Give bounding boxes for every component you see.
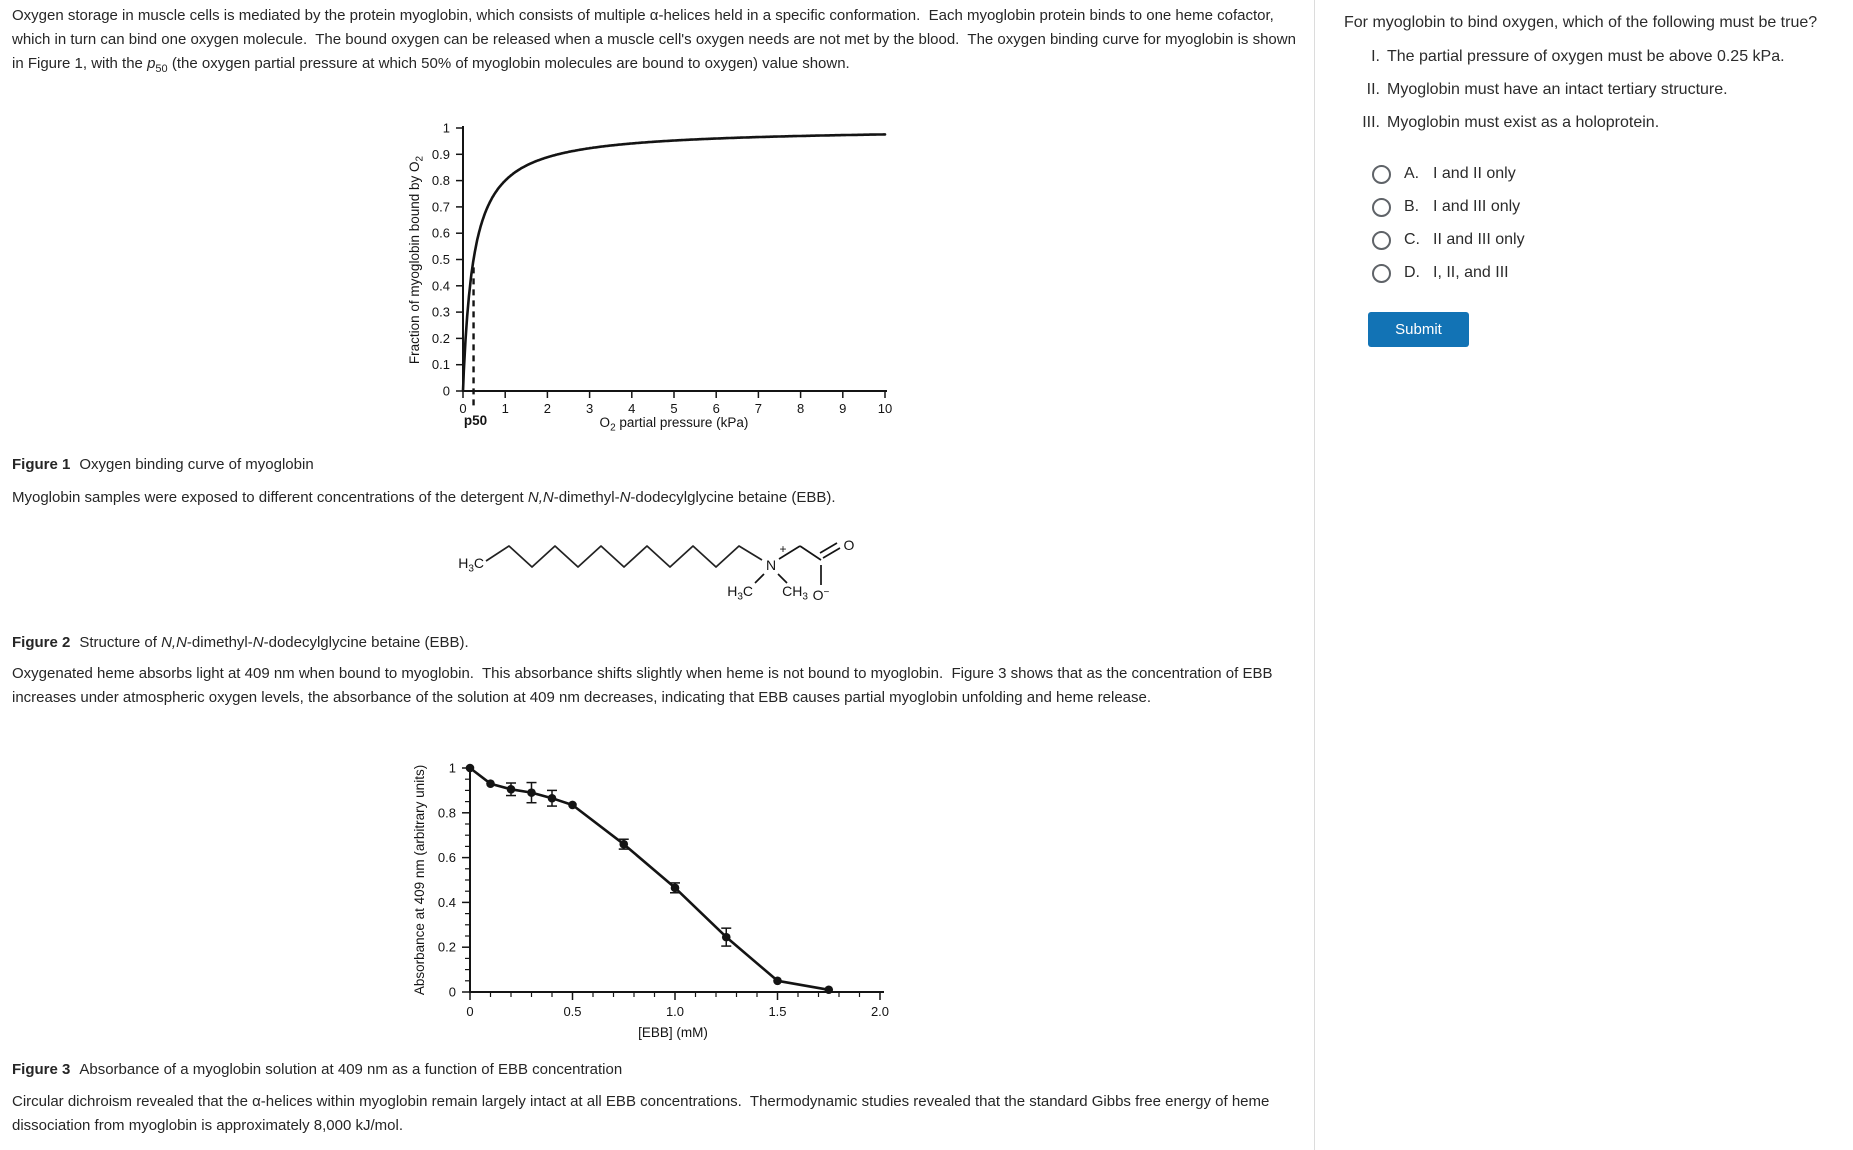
choice-d-text: I, II, and III bbox=[1433, 264, 1509, 281]
figure2-structure bbox=[430, 528, 875, 616]
svg-text:Absorbance at 409 nm (arbitrar: Absorbance at 409 nm (arbitrary units) bbox=[412, 764, 427, 996]
svg-text:0.2: 0.2 bbox=[431, 330, 450, 346]
svg-text:0.5: 0.5 bbox=[563, 1004, 582, 1019]
svg-text:10: 10 bbox=[877, 401, 893, 416]
choice-d-letter: D. bbox=[1404, 264, 1420, 281]
choice-c-radio[interactable] bbox=[1372, 231, 1391, 250]
choice-list bbox=[1372, 163, 1525, 295]
choice-c-text: II and III only bbox=[1433, 231, 1525, 248]
statement-3 bbox=[1344, 112, 1785, 134]
svg-text:7: 7 bbox=[754, 401, 763, 416]
svg-text:CH3: $CH_3$ bbox=[782, 583, 808, 603]
paragraph-1-text: Oxygen storage in muscle cells is mediated by the protein myoglobin, which consists of multiple α-helices held in a specific conformation. Each myoglobin protein binds to one heme cofactor, which in turn can bind one oxygen molecule. The bound oxygen can be released when a muscle cell's oxygen needs are not met by the blood. The oxygen binding curve for myoglobin is shown in Figure 1, with the bbox=[12, 7, 1301, 72]
passage-paragraph-2: Myoglobin samples were exposed to different concentrations of the detergent N,N-dimethyl-N-dodecylglycine betaine (EBB). bbox=[12, 489, 836, 506]
svg-text:4: 4 bbox=[628, 401, 636, 416]
svg-text:0: 0 bbox=[448, 984, 456, 1000]
choice-row-d[interactable] bbox=[1372, 262, 1525, 284]
choice-b-text: I and III only bbox=[1433, 198, 1521, 215]
svg-text:0: 0 bbox=[442, 383, 450, 399]
panel-divider bbox=[1314, 0, 1315, 1150]
statement-1 bbox=[1344, 46, 1785, 68]
svg-text:H3C: $H_3C$ bbox=[458, 555, 484, 575]
svg-text:0.8: 0.8 bbox=[431, 173, 450, 189]
svg-text:0: 0 bbox=[466, 1004, 474, 1019]
question-panel bbox=[1344, 0, 1853, 1150]
statement-2 bbox=[1344, 79, 1785, 101]
svg-text:0: 0 bbox=[459, 401, 467, 416]
choice-row-c[interactable] bbox=[1372, 229, 1525, 251]
submit-button[interactable]: Submit bbox=[1368, 312, 1469, 347]
figure1-label: Figure 1 bbox=[12, 456, 71, 473]
svg-text:0.2: 0.2 bbox=[437, 939, 456, 955]
choice-a-letter: A. bbox=[1404, 165, 1420, 182]
choice-a-text: I and II only bbox=[1433, 165, 1516, 182]
svg-text:1: 1 bbox=[442, 120, 450, 136]
choice-b-radio[interactable] bbox=[1372, 198, 1391, 217]
svg-text:0.7: 0.7 bbox=[431, 199, 450, 215]
svg-text:O2 partial pressure (kPa): $O_2$ partial pressure (kPa) bbox=[599, 415, 749, 434]
svg-text:N: N bbox=[765, 557, 777, 573]
svg-text:O: O bbox=[843, 537, 855, 553]
svg-text:0.4: 0.4 bbox=[431, 278, 450, 294]
svg-text:0.1: 0.1 bbox=[431, 357, 450, 373]
svg-text:0.8: 0.8 bbox=[437, 805, 456, 821]
figure1-chart bbox=[330, 92, 910, 444]
choice-row-b[interactable] bbox=[1372, 196, 1525, 218]
passage-paragraph-1 bbox=[12, 4, 1301, 76]
passage-paragraph-4: Circular dichroism revealed that the α-helices within myoglobin remain largely intact at all EBB concentrations. Thermodynamic studies revealed that the standard Gibbs free energy of heme dissociation from myoglobin is approximately 8,000 kJ/mol. bbox=[12, 1093, 1274, 1134]
statement-3-numeral: III. bbox=[1362, 114, 1380, 131]
svg-text:6: 6 bbox=[712, 401, 720, 416]
figure3-caption bbox=[12, 1059, 1296, 1081]
svg-text:0.9: 0.9 bbox=[431, 146, 450, 162]
choice-d-radio[interactable] bbox=[1372, 264, 1391, 283]
svg-text:Fraction of myoglobin bound by: Fraction of myoglobin bound by $O_2$ bbox=[407, 155, 426, 365]
statement-2-numeral: II. bbox=[1366, 81, 1380, 98]
question-stem: For myoglobin to bind oxygen, which of the following must be true? bbox=[1344, 14, 1818, 31]
choice-c-letter: C. bbox=[1404, 231, 1420, 248]
svg-text:3: 3 bbox=[585, 401, 594, 416]
svg-text:+: + bbox=[779, 542, 787, 556]
svg-text:[EBB] (mM): [EBB] (mM) bbox=[638, 1025, 708, 1040]
statement-1-text: The partial pressure of oxygen must be above 0.25 kPa. bbox=[1387, 48, 1785, 65]
figure2-label: Figure 2 bbox=[12, 634, 71, 651]
p50-italic: p bbox=[147, 55, 156, 72]
figure3-caption-text: Absorbance of a myoglobin solution at 409 nm as a function of EBB concentration bbox=[79, 1061, 623, 1078]
svg-text:0.6: 0.6 bbox=[431, 225, 450, 241]
statement-3-text: Myoglobin must exist as a holoprotein. bbox=[1387, 114, 1660, 131]
choice-a-radio[interactable] bbox=[1372, 165, 1391, 184]
svg-text:5: 5 bbox=[670, 401, 678, 416]
statement-list bbox=[1344, 46, 1785, 145]
svg-text:9: 9 bbox=[839, 401, 847, 416]
svg-text:H3C: $H_3C$ bbox=[727, 583, 753, 603]
svg-text:O−: O− bbox=[812, 587, 830, 603]
p50-subscript: 50 bbox=[155, 63, 168, 75]
svg-text:0.5: 0.5 bbox=[431, 252, 450, 267]
figure2-caption: Figure 2 Structure of N,N-dimethyl-N-dodecylglycine betaine (EBB). bbox=[12, 634, 469, 651]
svg-text:0.4: 0.4 bbox=[437, 894, 456, 910]
choice-b-letter: B. bbox=[1404, 198, 1420, 215]
figure3-chart bbox=[330, 752, 910, 1052]
svg-text:1.5: 1.5 bbox=[768, 1004, 787, 1019]
passage-paragraph-3: Oxygenated heme absorbs light at 409 nm when bound to myoglobin. This absorbance shifts slightly when heme is not bound to myoglobin. Figure 3 shows that as the concentration of EBB increases under atmospheric oxygen levels, the absorbance of the solution at 409 nm decreases, indicating that EBB causes partial myoglobin unfolding and heme release. bbox=[12, 665, 1277, 706]
svg-text:2.0: 2.0 bbox=[870, 1004, 890, 1019]
figure1-caption bbox=[12, 454, 1296, 476]
svg-text:1: 1 bbox=[448, 760, 456, 776]
svg-text:2: 2 bbox=[543, 401, 552, 416]
statement-1-numeral: I. bbox=[1371, 48, 1380, 65]
figure1-caption-text: Oxygen binding curve of myoglobin bbox=[79, 456, 314, 473]
svg-text:0.6: 0.6 bbox=[437, 850, 456, 866]
svg-text:p50: p50 bbox=[463, 413, 488, 428]
svg-text:8: 8 bbox=[796, 401, 805, 416]
choice-row-a[interactable] bbox=[1372, 163, 1525, 185]
paragraph-1-text-2: (the oxygen partial pressure at which 50% of myoglobin molecules are bound to oxygen) value shown. bbox=[167, 55, 850, 72]
figure3-label: Figure 3 bbox=[12, 1061, 71, 1078]
svg-text:1: 1 bbox=[501, 401, 509, 416]
svg-text:1.0: 1.0 bbox=[665, 1004, 685, 1019]
svg-text:0.3: 0.3 bbox=[431, 304, 450, 320]
statement-2-text: Myoglobin must have an intact tertiary structure. bbox=[1387, 81, 1728, 98]
